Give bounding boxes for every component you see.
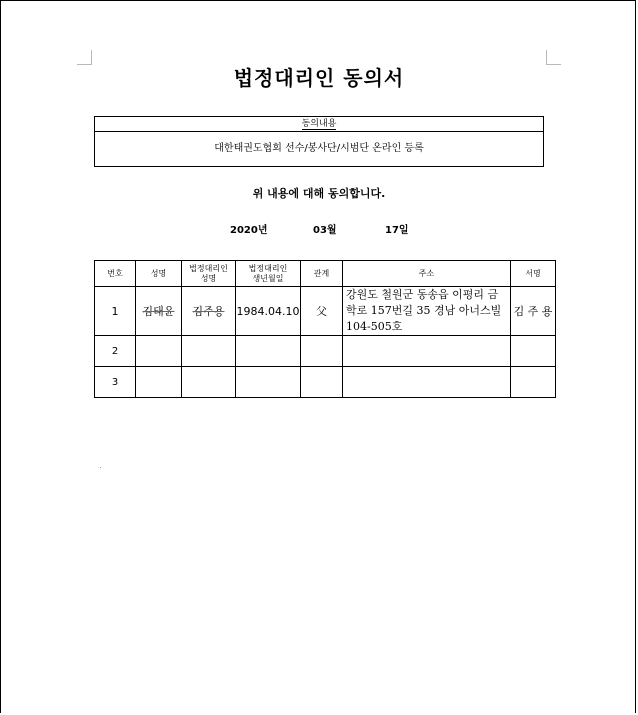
cell-guardian-name: [182, 367, 236, 398]
cell-relation: [301, 336, 343, 367]
cell-number: 1: [95, 287, 136, 336]
cell-number: 3: [95, 367, 136, 398]
header-guardian-name: 법정대리인 성명: [182, 261, 236, 287]
cell-address: [343, 336, 511, 367]
table-row: [95, 287, 556, 336]
stray-dot: [100, 467, 101, 468]
agree-statement: 위 내용에 대해 동의합니다.: [252, 187, 386, 200]
cell-guardian-name: [182, 336, 236, 367]
cell-relation: 父: [301, 287, 343, 336]
table-row: [95, 367, 556, 398]
document-title: 법정대리인 동의서: [233, 66, 405, 90]
date-year: 2020년: [230, 225, 268, 236]
header-relation: 관계: [301, 261, 343, 287]
cell-name: [136, 336, 182, 367]
signature-table: [94, 260, 556, 398]
cell-guardian-birth: 1984.04.10: [236, 287, 301, 336]
header-signature: 서명: [511, 261, 556, 287]
cell-name: 김태윤: [136, 287, 182, 336]
table-row: [95, 336, 556, 367]
cell-relation: [301, 367, 343, 398]
cell-address: [343, 367, 511, 398]
consent-header: 동의내용: [301, 119, 337, 129]
cell-guardian-birth: [236, 367, 301, 398]
cell-signature: [511, 367, 556, 398]
cell-signature: [511, 336, 556, 367]
consent-box: [94, 116, 544, 167]
header-name: 성명: [136, 261, 182, 287]
cell-number: 2: [95, 336, 136, 367]
header-number: 번호: [95, 261, 136, 287]
cell-guardian-name: 김주용: [182, 287, 236, 336]
header-address: 주소: [343, 261, 511, 287]
date-day: 17일: [385, 225, 409, 236]
header-guardian-birth: 법정대리인 생년월일: [236, 261, 301, 287]
cell-name: [136, 367, 182, 398]
consent-body: 대한태권도협회 선수/봉사단/시범단 온라인 등록: [214, 143, 424, 154]
cell-signature: 김 주 용: [511, 287, 556, 336]
cell-guardian-birth: [236, 336, 301, 367]
date-month: 03월: [313, 225, 337, 236]
cell-address: 강원도 철원군 동송읍 이평리 금학로 157번길 35 경남 아너스빌 104-505호: [343, 287, 511, 336]
